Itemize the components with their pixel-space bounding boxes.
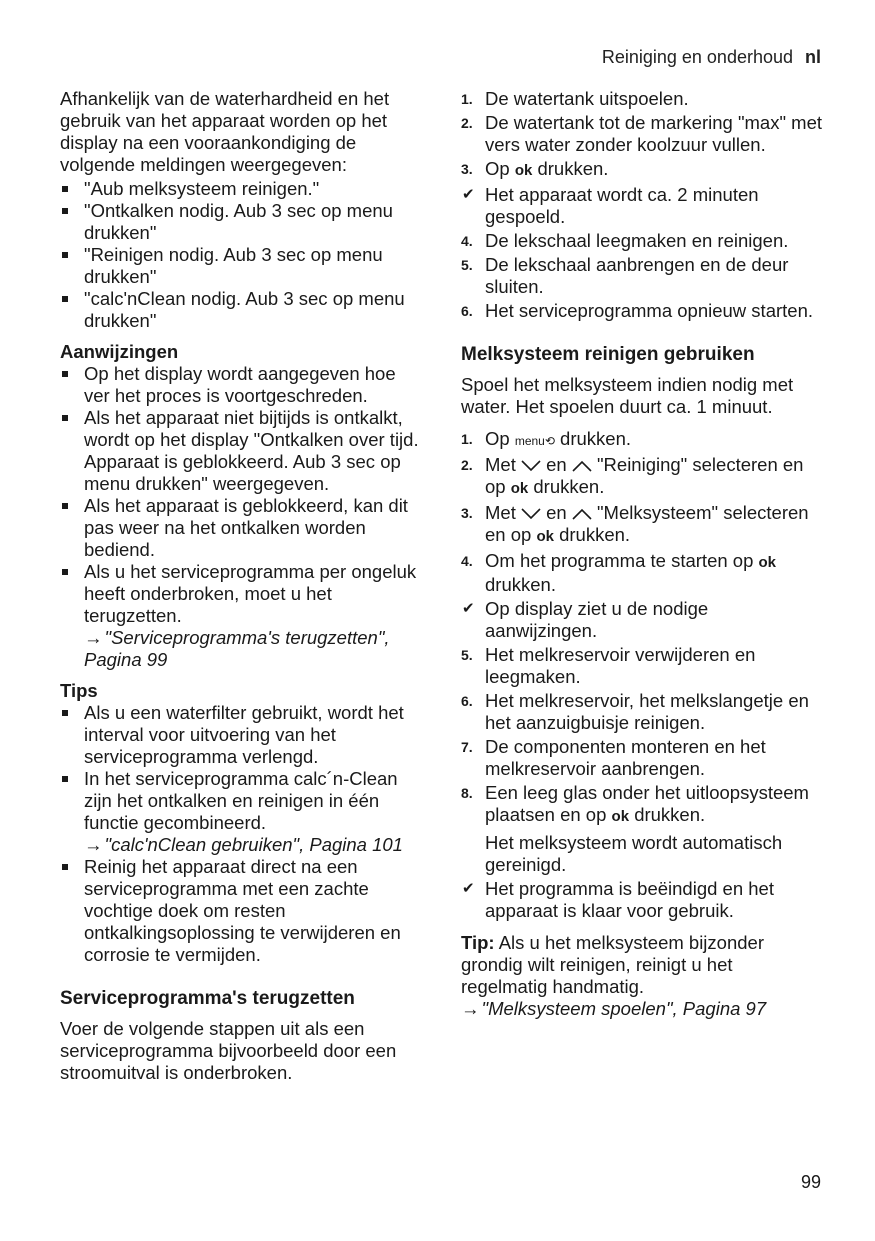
check-icon: ✔	[462, 600, 475, 617]
reset-steps	[461, 88, 823, 322]
step-number: 5.	[461, 257, 473, 273]
note-text: Als u het serviceprogramma per ongeluk heeft onderbroken, moet u het terugzetten.	[84, 561, 417, 626]
milk-steps	[461, 428, 823, 922]
step-text: drukken.	[560, 428, 632, 449]
step-text: De watertank uitspoelen.	[485, 88, 689, 109]
step-text: Het serviceprogramma opnieuw starten.	[485, 300, 814, 321]
check-icon: ✔	[462, 186, 475, 203]
step-item	[461, 254, 823, 298]
step-text: Het melkreservoir, het melkslangetje en het aanzuigbuisje reinigen.	[485, 690, 809, 733]
step-item	[461, 736, 823, 780]
list-item	[60, 561, 422, 671]
tip-label: Tip:	[461, 932, 495, 953]
messages-list	[60, 178, 422, 332]
step-text: Met	[485, 502, 516, 523]
arrow-icon: →	[461, 998, 480, 1019]
step-text: "Melksysteem" selecteren en op	[485, 502, 809, 545]
tip-paragraph	[461, 932, 823, 1020]
ok-button-symbol: ok	[510, 480, 529, 497]
intro-text: Afhankelijk van de waterhardheid en het gebruik van het apparaat worden op het display na een vooraankondiging de volgende meldingen weergegeven:	[60, 88, 390, 175]
ok-button-symbol: ok	[514, 162, 533, 179]
step-number: 2.	[461, 457, 473, 473]
step-item	[461, 644, 823, 688]
step-text: drukken.	[559, 524, 631, 545]
step-item	[461, 782, 823, 876]
step-number: 3.	[461, 161, 473, 177]
result-text: Het apparaat wordt ca. 2 minuten gespoeld.	[485, 184, 759, 227]
reference-text: "Melksysteem spoelen", Pagina 97	[481, 998, 767, 1019]
language-tag: nl	[805, 47, 821, 67]
result-text: Op display ziet u de nodige aanwijzingen.	[485, 598, 709, 641]
step-text: en	[546, 454, 567, 475]
arrow-icon: →	[84, 627, 103, 648]
chevron-up-icon	[572, 507, 592, 521]
list-item: Als het apparaat is geblokkeerd, kan dit pas weer na het ontkalken worden bediend.	[60, 495, 422, 561]
milk-intro: Spoel het melksysteem indien nodig met water. Het spoelen duurt ca. 1 minuut.	[461, 374, 794, 417]
cross-reference-link[interactable]	[84, 834, 403, 855]
step-item	[461, 112, 823, 156]
list-item	[60, 768, 422, 856]
step-item	[461, 550, 823, 596]
check-icon: ✔	[462, 880, 475, 897]
notes-heading: Aanwijzingen	[60, 341, 179, 362]
result-item	[461, 598, 823, 642]
list-item: "calc'nClean nodig. Aub 3 sec op menu drukken"	[60, 288, 422, 332]
step-number: 1.	[461, 431, 473, 447]
milk-heading: Melksysteem reinigen gebruiken	[461, 344, 755, 365]
chevron-up-icon	[572, 459, 592, 473]
tips-heading: Tips	[60, 680, 98, 701]
result-item	[461, 184, 823, 228]
step-number: 4.	[461, 553, 473, 569]
step-text: Een leeg glas onder het uitloopsysteem plaatsen en op	[485, 782, 809, 825]
reset-heading: Serviceprogramma's terugzetten	[60, 988, 355, 1009]
result-text: Het programma is beëindigd en het apparaat is klaar voor gebruik.	[485, 878, 774, 921]
left-column	[60, 88, 422, 1084]
list-item: "Reinigen nodig. Aub 3 sec op menu drukken"	[60, 244, 422, 288]
step-text: Het melkreservoir verwijderen en leegmaken.	[485, 644, 756, 687]
ok-button-symbol: ok	[758, 554, 777, 571]
chevron-down-icon	[521, 507, 541, 521]
step-text: De componenten monteren en het melkreservoir aanbrengen.	[485, 736, 766, 779]
result-item	[461, 878, 823, 922]
notes-list	[60, 363, 422, 671]
step-text: De watertank tot de markering "max" met vers water zonder koolzuur vullen.	[485, 112, 823, 155]
list-item: "Ontkalken nodig. Aub 3 sec op menu drukken"	[60, 200, 422, 244]
page-number: 99	[800, 1172, 821, 1192]
step-text: De lekschaal leegmaken en reinigen.	[485, 230, 789, 251]
step-text: drukken.	[485, 574, 556, 595]
step-text: drukken.	[537, 158, 609, 179]
cross-reference-link[interactable]	[84, 627, 390, 670]
list-item: Reinig het apparaat direct na een serviceprogramma met een zachte vochtige doek om resten ontkalkingsoplossing te verwijderen en corrosie te vermijden.	[60, 856, 422, 966]
step-number: 3.	[461, 505, 473, 521]
step-number: 1.	[461, 91, 473, 107]
page-header	[602, 47, 821, 68]
step-item	[461, 502, 823, 548]
step-number: 8.	[461, 785, 473, 801]
right-column	[461, 88, 823, 1020]
tip-text: In het serviceprogramma calc´n-Clean zijn het ontkalken en reinigen in één functie gecombineerd.	[84, 768, 398, 833]
step-text: drukken.	[533, 476, 605, 497]
list-item: "Aub melksysteem reinigen."	[60, 178, 422, 200]
reset-text: Voer de volgende stappen uit als een serviceprogramma bijvoorbeeld door een stroomuitval is onderbroken.	[60, 1018, 397, 1083]
step-note: Het melksysteem wordt automatisch gereinigd.	[485, 832, 783, 875]
step-text: "Reiniging" selecteren en op	[485, 454, 804, 497]
step-item	[461, 230, 823, 252]
step-number: 6.	[461, 693, 473, 709]
step-text: Op	[485, 428, 510, 449]
reference-text: "Serviceprogramma's terugzetten", Pagina 99	[84, 627, 390, 670]
tip-text: Als u het melksysteem bijzonder grondig wilt reinigen, reinigt u het regelmatig handmatig.	[461, 932, 764, 997]
list-item: Op het display wordt aangegeven hoe ver het proces is voortgeschreden.	[60, 363, 422, 407]
step-number: 2.	[461, 115, 473, 131]
section-title: Reiniging en onderhoud	[601, 47, 793, 67]
step-item	[461, 454, 823, 500]
list-item: Als het apparaat niet bijtijds is ontkalkt, wordt op het display "Ontkalken over tijd. Apparaat is geblokkeerd. Aub 3 sec op menu drukken" weergegeven.	[60, 407, 422, 495]
step-text: drukken.	[634, 804, 706, 825]
step-number: 4.	[461, 233, 473, 249]
menu-button-symbol: menu⟲	[514, 434, 555, 448]
step-text: Om het programma te starten op	[485, 550, 754, 571]
tips-list	[60, 702, 422, 966]
step-number: 6.	[461, 303, 473, 319]
step-item	[461, 300, 823, 322]
cross-reference-link[interactable]	[461, 998, 766, 1019]
step-number: 5.	[461, 647, 473, 663]
step-item	[461, 158, 823, 182]
step-text: Met	[485, 454, 516, 475]
ok-button-symbol: ok	[536, 528, 554, 545]
list-item: Als u een waterfilter gebruikt, wordt het interval voor uitvoering van het serviceprogramma verlengd.	[60, 702, 422, 768]
chevron-down-icon	[521, 459, 541, 473]
step-item	[461, 690, 823, 734]
step-item	[461, 88, 823, 110]
step-text: en	[546, 502, 567, 523]
step-text: De lekschaal aanbrengen en de deur sluiten.	[485, 254, 789, 297]
step-item	[461, 428, 823, 452]
step-text: Op	[485, 158, 510, 179]
reference-text: "calc'nClean gebruiken", Pagina 101	[104, 834, 403, 855]
arrow-icon: →	[84, 834, 103, 855]
ok-button-symbol: ok	[611, 808, 630, 825]
step-number: 7.	[461, 739, 473, 755]
